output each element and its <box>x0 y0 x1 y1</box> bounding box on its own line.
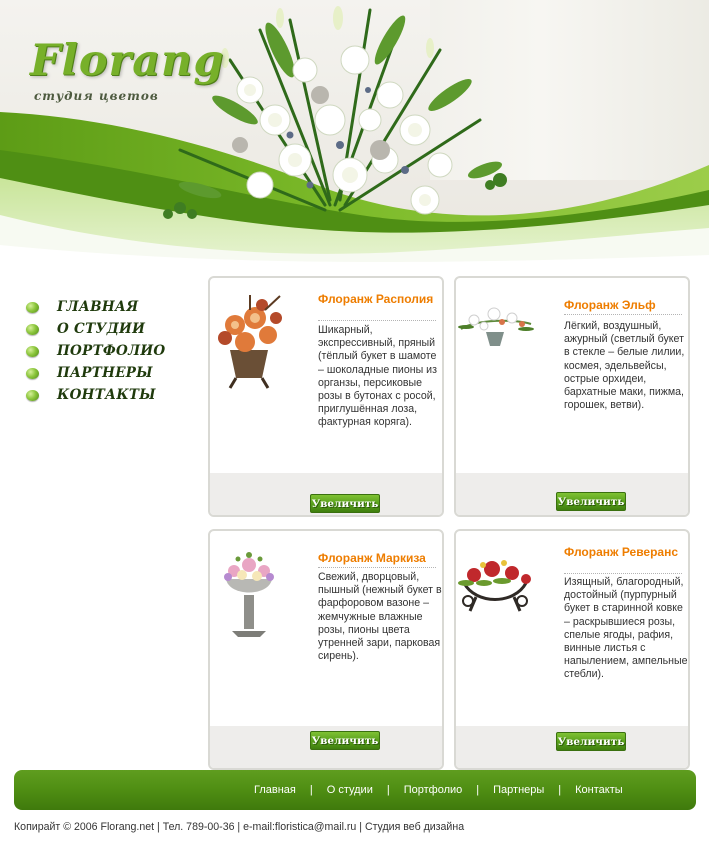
footer-link-about[interactable]: О студии <box>326 784 373 796</box>
nav-item-contacts[interactable] <box>26 384 196 406</box>
footer-navigation-bar <box>14 770 696 810</box>
product-card <box>454 276 690 517</box>
zoom-button[interactable]: Увеличить <box>556 732 626 751</box>
green-bullet-icon <box>26 390 39 401</box>
product-title[interactable]: Флоранж Реверанс <box>564 545 679 559</box>
footer-link-contacts[interactable]: Контакты <box>575 784 623 796</box>
site-logo[interactable]: Florang <box>30 36 225 86</box>
bouquet-thumbnail <box>210 290 288 390</box>
product-title[interactable]: Флоранж Маркиза <box>318 551 426 565</box>
title-divider <box>564 573 682 574</box>
copyright-text: Копирайт © 2006 Florang.net | Тел. 789-00-36 | e-mail:floristica@mail.ru | Студия веб дизайна <box>14 821 465 833</box>
nav-item-portfolio[interactable] <box>26 340 196 362</box>
product-description: Шикарный, экспрессивный, пряный (тёплый букет в шамоте – шоколадные пионы из органзы, персиковые розы в бутонах с росой, приглушённая лоза, фактурная коряга). <box>318 324 437 429</box>
bouquet-thumbnail <box>214 549 284 641</box>
title-divider <box>564 314 682 315</box>
nav-item-label: ПОРТФОЛИО <box>57 343 166 359</box>
nav-item-partners[interactable] <box>26 362 196 384</box>
product-description: Изящный, благородный, достойный (пурпурный букет в старинной ковке – раскрывшиеся розы, спелые ягоды, рафия, винные листья с напылением, ампельные стебли). <box>564 576 688 681</box>
logo-tagline: студия цветов <box>34 89 159 103</box>
green-bullet-icon <box>26 324 39 335</box>
zoom-button[interactable]: Увеличить <box>310 494 380 513</box>
nav-item-label: О СТУДИИ <box>57 321 146 337</box>
title-divider <box>318 320 436 321</box>
footer-link-portfolio[interactable]: Портфолио <box>403 784 463 796</box>
nav-item-home[interactable] <box>26 296 196 318</box>
nav-item-about[interactable] <box>26 318 196 340</box>
nav-item-label: КОНТАКТЫ <box>57 387 156 403</box>
bouquet-thumbnail <box>456 294 534 354</box>
product-description: Лёгкий, воздушный, ажурный (светлый букет в стекле – белые лилии, космея, эдельвейсы, острые орхидеи, бархатные маки, пижма, горошек, ветви). <box>564 320 685 412</box>
main-navigation <box>26 296 196 406</box>
nav-item-label: ПАРТНЕРЫ <box>57 365 153 381</box>
product-card <box>454 529 690 770</box>
product-title[interactable]: Флоранж Эльф <box>564 298 656 312</box>
header-banner <box>0 0 709 272</box>
footer-link-partners[interactable]: Партнеры <box>493 784 545 796</box>
footer-links <box>254 784 623 796</box>
product-title[interactable]: Флоранж Располия <box>318 292 434 306</box>
bouquet-thumbnail <box>456 545 534 615</box>
product-description: Свежий, дворцовый, пышный (нежный букет в фарфоровом вазоне – жемчужные влажные розы, пионы цвета утренней зари, парковая сирень). <box>318 571 442 663</box>
nav-item-label: ГЛАВНАЯ <box>57 299 139 315</box>
green-bullet-icon <box>26 302 39 313</box>
title-divider <box>318 567 436 568</box>
product-card <box>208 276 444 517</box>
footer-separator: | <box>309 784 313 796</box>
zoom-button[interactable]: Увеличить <box>310 731 380 750</box>
footer-separator: | <box>558 784 562 796</box>
zoom-button[interactable]: Увеличить <box>556 492 626 511</box>
green-bullet-icon <box>26 368 39 379</box>
footer-separator: | <box>386 784 390 796</box>
footer-separator: | <box>476 784 480 796</box>
footer-link-home[interactable]: Главная <box>254 784 296 796</box>
product-card <box>208 529 444 770</box>
green-bullet-icon <box>26 346 39 357</box>
